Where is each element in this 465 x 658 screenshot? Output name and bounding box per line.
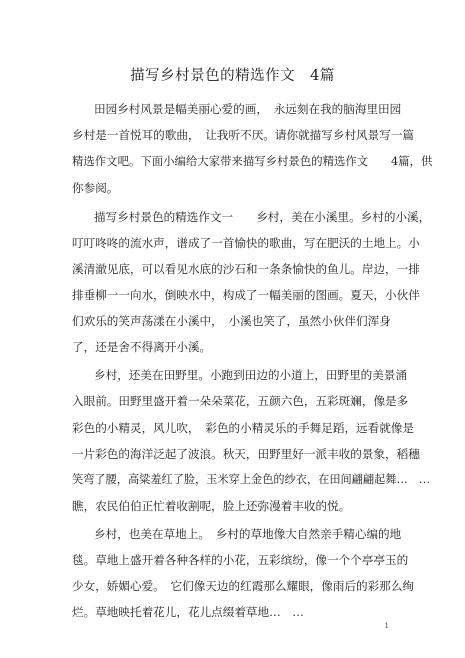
p2-line-4: 一片彩色的海洋泛起了波浪。秋天，田野里好一派丰收的景象，稻穗 [72,447,420,461]
p1-line-6: 了，还是舍不得离开小溪。 [72,340,212,354]
p3-line-1: 乡村，也美在草地上。 乡村的草地像大自然亲手精心编的地 [94,527,402,541]
p1-line-3: 溪清澈见底，可以看见水底的沙石和一条条愉快的鱼儿。岸边，一排 [72,262,420,276]
intro-line-2: 乡村是一首悦耳的歌曲， 让我听不厌。请你就描写乡村风景写一篇 [72,128,415,142]
intro-line-3: 精选作文吧。下面小编给大家带来描写乡村景色的精选作文 4篇，供 [72,154,433,168]
document-title: 描写乡村景色的精选作文 4篇 [130,68,335,84]
page-number: 1 [384,622,389,630]
intro-line-4: 你参阅。 [72,181,119,195]
p2-line-3: 彩色的小精灵，风儿吹， 彩色的小精灵乐的手舞足蹈，远看就像是 [72,421,415,435]
p2-line-5: 笑弯了腰，高粱羞红了脸，玉米穿上金色的纱衣，在田间翩翩起舞… … [72,473,431,486]
p3-line-2: 毯。草地上盛开着各种各样的小花，五彩缤纷，像一个个亭亭玉的 [72,553,409,567]
p1-line-2: 叮叮咚咚的流水声，谱成了一首愉快的歌曲，写在肥沃的土地上。小 [72,236,420,250]
p1-line-5: 们欢乐的笑声荡漾在小溪中， 小溪也笑了，虽然小伙伴们浑身 [72,314,391,328]
p1-line-1: 描写乡村景色的精选作文一 乡村，美在小溪里。乡村的小溪， [94,210,431,224]
p3-line-4: 烂。草地映托着花儿，花儿点缀着草地… … [72,605,304,619]
intro-line-1: 田园乡村风景是幅美丽心爱的画， 永远刻在我的脑海里田园 [94,102,402,116]
p1-line-4: 排垂柳一一向水，倒映水中，构成了一幅美丽的图画。夏天，小伙伴 [72,288,420,302]
p3-line-3: 少女，娇媚心爱。 它们像天边的红霞那么耀眼，像雨后的彩那么绚 [72,579,415,593]
p2-line-2: 入眼前。田野里盛开着一朵朵菜花，五颜六色，五彩斑斓，像是多 [72,394,409,408]
p2-line-6: 瞧，农民伯伯正忙着收割呢，脸上还弥漫着丰收的悦。 [72,499,351,513]
p2-line-1: 乡村，还美在田野里。小跑到田边的小道上，田野里的美景涌 [94,368,408,382]
